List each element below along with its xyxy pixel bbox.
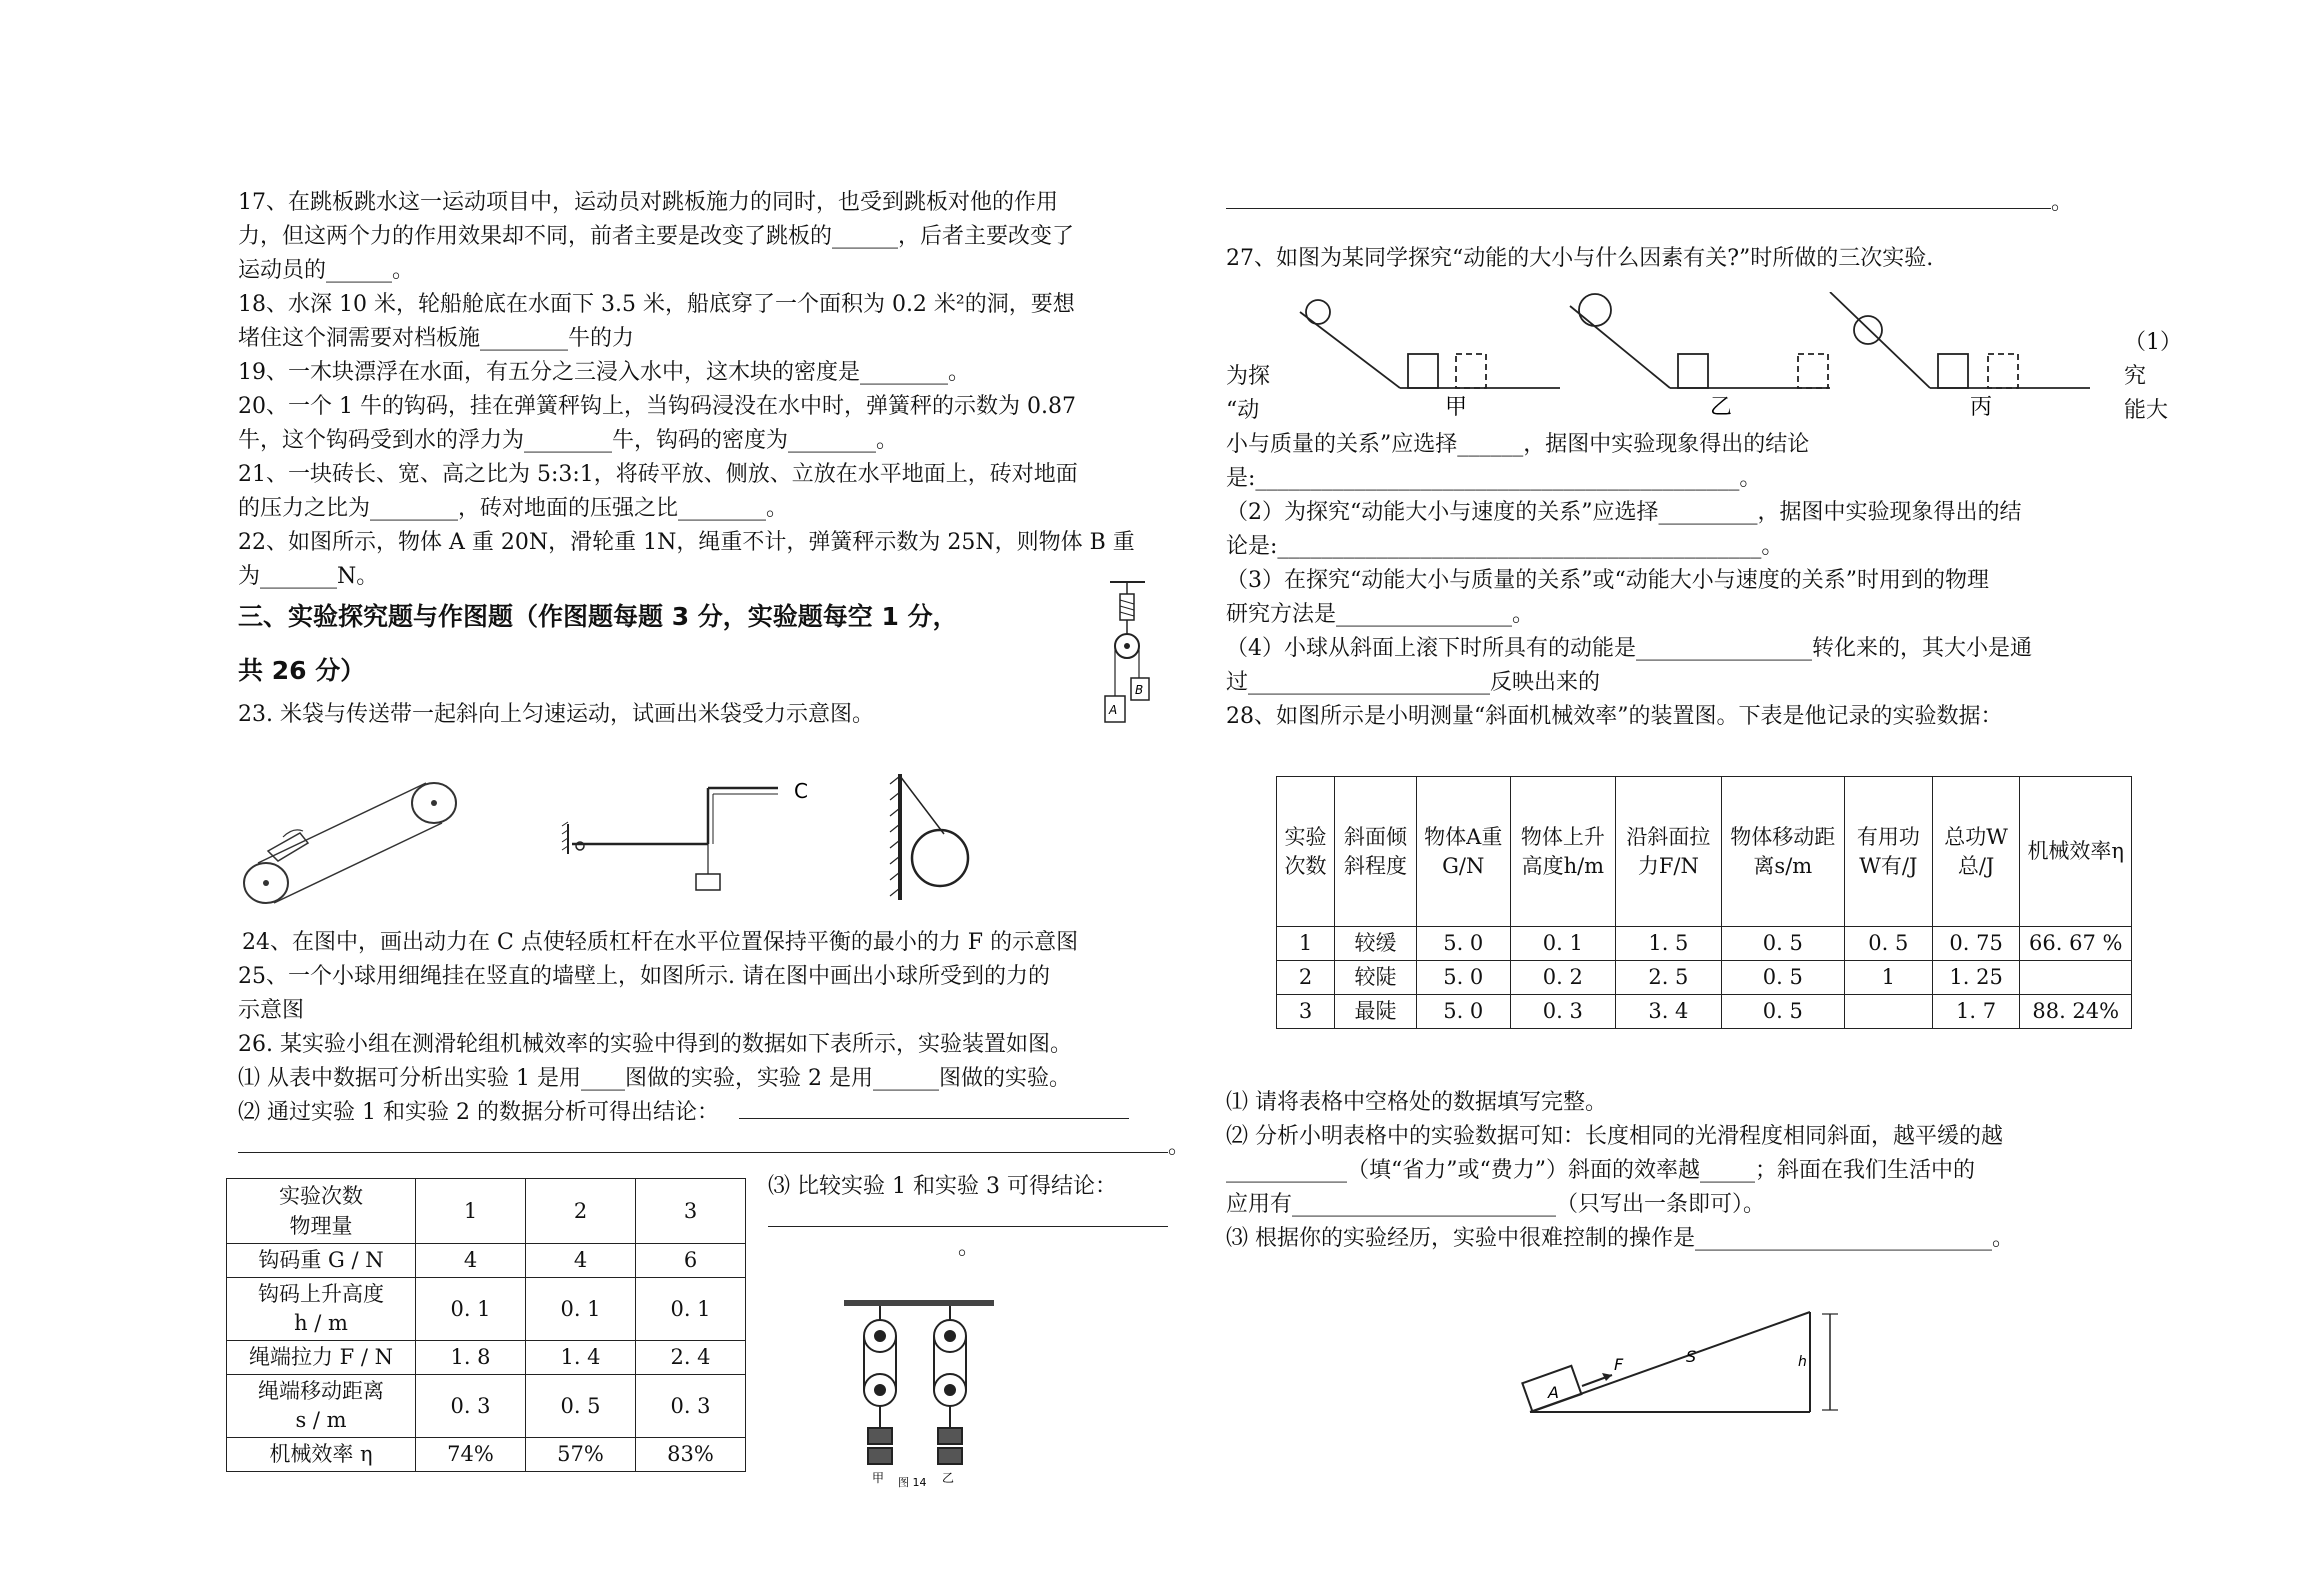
fig14-label-jia: 甲 — [872, 1471, 885, 1485]
q26-part3-end: 。 — [958, 1235, 981, 1260]
q20-line2: 牛，这个钩码受到水的浮力为________牛，钩码的密度为________。 — [238, 428, 899, 453]
fig27-label-bing: 丙 — [1970, 395, 1993, 420]
q26-line2: ⑴ 从表中数据可分析出实验 1 是用____图做的实验，实验 2 是用______图做的实验。 — [238, 1066, 1071, 1091]
table-row: 钩码上升高度 h / m 0. 1 0. 1 0. 1 — [227, 1278, 746, 1341]
q26-line3 — [238, 1096, 1198, 1130]
conveyor-belt-figure — [238, 775, 458, 910]
q26-line4-end: 。 — [1168, 1134, 1191, 1159]
table26-header-2: 2 — [526, 1179, 636, 1244]
q18-line2: 堵住这个洞需要对档板施________牛的力 — [238, 326, 635, 351]
fig22-label-a: A — [1109, 703, 1118, 717]
q26-part3-text: ⑶ 比较实验 1 和实验 3 可得结论： — [768, 1174, 1117, 1199]
table-row: 1 较缓 5. 0 0. 1 1. 5 0. 5 0. 5 0. 75 66. 67 % — [1277, 927, 2132, 961]
table-row: 机械效率 η 74% 57% 83% — [227, 1438, 746, 1472]
q20-line1: 20、一个 1 牛的钩码，挂在弹簧秤钩上，当钩码浸没在水中时，弹簧秤的示数为 0.87 — [238, 394, 1076, 419]
q26-part3 — [768, 1170, 1178, 1265]
q17-line3: 运动员的______。 — [238, 258, 415, 283]
q21-line1: 21、一块砖长、宽、高之比为 5:3:1，将砖平放、侧放、立放在水平地面上，砖对地面 — [238, 462, 1078, 487]
pulley-system-figure — [840, 1300, 1005, 1490]
q27-side-right: （1） 究 能大 — [2124, 330, 2182, 423]
table-row: 实验次数 斜面倾斜程度 物体A重G/N 物体上升高度h/m 沿斜面拉力F/N 物体移动距离s/m 有用功W有/J 总功W总/J 机械效率η — [1277, 777, 2132, 927]
table-row — [227, 1179, 746, 1244]
incline-efficiency-table — [1276, 776, 2132, 1029]
q25-line2: 示意图 — [238, 998, 305, 1023]
q26-line1: 26. 某实验小组在测滑轮组机械效率的实验中得到的数据如下表所示，实验装置如图。 — [238, 1032, 1072, 1057]
q17-line1: 17、在跳板跳水这一运动项目中，运动员对跳板施力的同时，也受到跳板对他的作用 — [238, 190, 1058, 215]
q18-line1: 18、水深 10 米，轮船舱底在水面下 3.5 米，船底穿了一个面积为 0.2 米²的洞，要想 — [238, 292, 1075, 317]
table-row: 2 较陡 5. 0 0. 2 2. 5 0. 5 1 1. 25 — [1277, 961, 2132, 995]
q22-line1: 22、如图所示，物体 A 重 20N，滑轮重 1N，绳重不计，弹簧秤示数为 25N，则物体 B 重 — [238, 530, 1135, 555]
kinetic-energy-figure — [1290, 292, 2120, 422]
table-row: 3 最陡 5. 0 0. 3 3. 4 0. 5 1. 7 88. 24% — [1277, 995, 2132, 1029]
table-row: 绳端移动距离 s / m 0. 3 0. 5 0. 3 — [227, 1375, 746, 1438]
q27: 27、如图为某同学探究“动能的大小与什么因素有关?”时所做的三次实验. — [1226, 246, 1934, 271]
q24: 24、在图中，画出动力在 C 点使轻质杠杆在水平位置保持平衡的最小的力 F 的示意图 — [242, 930, 1079, 955]
left-column — [238, 186, 1188, 732]
incline-label-h: h — [1798, 1354, 1807, 1370]
q27-side-left: 为探 “动 — [1226, 364, 1271, 423]
incline-label-f: F — [1614, 1355, 1624, 1374]
incline-label-a: A — [1548, 1383, 1559, 1402]
table26-header-3: 3 — [636, 1179, 746, 1244]
incline-figure — [1510, 1300, 1840, 1420]
section3-title-line2: 共 26 分） — [238, 656, 366, 685]
pulley-spring-figure — [1095, 578, 1165, 728]
left-lower — [238, 926, 1198, 1164]
lever-label-c: C — [794, 779, 808, 803]
table26-corner-cell: 实验次数 物理量 — [227, 1179, 416, 1244]
right-column — [1226, 186, 2176, 276]
table-row: 钩码重 G / N 4 4 6 — [227, 1244, 746, 1278]
table26-header-1: 1 — [416, 1179, 526, 1244]
section3-title-line1: 三、实验探究题与作图题（作图题每题 3 分，实验题每空 1 分， — [238, 602, 958, 631]
fig22-label-b: B — [1135, 683, 1144, 697]
q17-line2: 力，但这两个力的作用效果却不同，前者主要是改变了跳板的______，后者主要改变了 — [238, 224, 1075, 249]
q25-line1: 25、一个小球用细绳挂在竖直的墙壁上，如图所示. 请在图中画出小球所受到的力的 — [238, 964, 1050, 989]
q26-line4 — [238, 1130, 1198, 1164]
q22-line2: 为_______N。 — [238, 564, 379, 589]
q28-questions: ⑴ 请将表格中空格处的数据填写完整。 ⑵ 分析小明表格中的实验数据可知：长度相同的光滑程度相同斜面，越平缓的越 ___________（填“省力”或“费力”）斜面的效率越_____；斜面在我们生活中的 应用有________________________（只写出一条即可）。 ⑶ 根据你的实验经历，实验中很难控制的操作是___________________________。 — [1226, 1090, 2014, 1251]
table-row: 绳端拉力 F / N 1. 8 1. 4 2. 4 — [227, 1341, 746, 1375]
q23: 23. 米袋与传送带一起斜向上匀速运动，试画出米袋受力示意图。 — [238, 702, 874, 727]
fig27-label-jia: 甲 — [1445, 395, 1468, 420]
pulley-efficiency-table — [226, 1178, 746, 1472]
fig14-caption: 图 14 — [898, 1476, 927, 1489]
q19: 19、一木块漂浮在水面，有五分之三浸入水中，这木块的密度是________。 — [238, 360, 970, 385]
fig14-label-yi: 乙 — [942, 1471, 955, 1485]
right-top-blank: 。 — [1226, 186, 2176, 220]
lever-figure — [558, 778, 818, 903]
fig27-label-yi: 乙 — [1710, 395, 1733, 420]
q28: 28、如图所示是小明测量“斜面机械效率”的装置图。下表是他记录的实验数据： — [1226, 704, 2003, 729]
q27-questions: 小与质量的关系”应选择______，据图中实验现象得出的结论 是:____________________________________________。 （2）为探究“动能大小与速度的关系”应选择_________，据图中实验现象得出的结 论是:____________________________________________。 （3）在探究“动能大小与质量的关系”或“动能大小与速度的关系”时用到的物理 研究方法是________________。 （4）小球从斜面上滚下时所具有的动能是________________转化来的，其大小是通 过______________________反映出来的 28、如图所示是小明测量“斜面机械效率”的装置图。下表是他记录的实验数据： — [1226, 428, 2186, 734]
incline-label-s: S — [1686, 1347, 1697, 1366]
q21-line2: 的压力之比为________，砖对地面的压强之比________。 — [238, 496, 789, 521]
q26-line3-text: ⑵ 通过实验 1 和实验 2 的数据分析可得出结论： — [238, 1100, 719, 1125]
ball-wall-figure — [888, 770, 988, 905]
